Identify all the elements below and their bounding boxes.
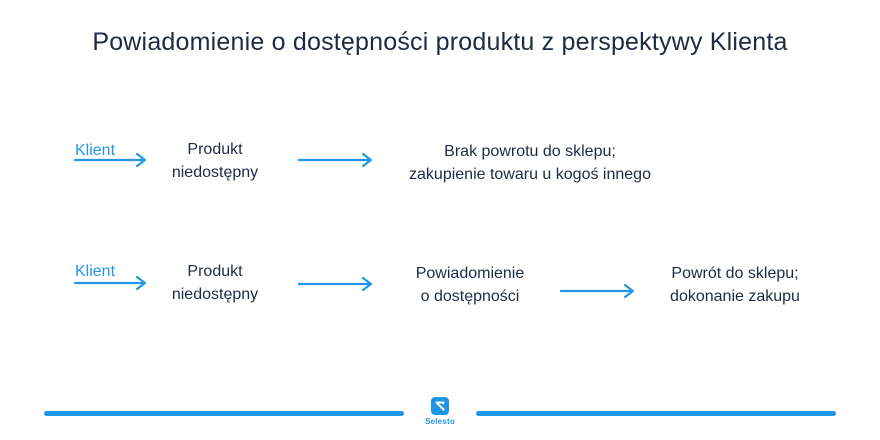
selesto-logo-icon <box>431 397 449 415</box>
flow1-arrow-client <box>74 152 148 168</box>
flow2-step2-line1: Powiadomienie <box>415 265 525 282</box>
flow1-step-product-unavailable <box>160 138 270 184</box>
flow1-arrow-outcome <box>298 152 374 168</box>
flow2-outcome-line2: dokonanie zakupu <box>670 288 800 305</box>
flow1-outcome-line1: Brak powrotu do sklepu; <box>444 143 616 160</box>
footer-bar-right <box>476 411 836 416</box>
flow2-arrow-outcome <box>560 283 636 299</box>
flow2-step1-line2: niedostępny <box>171 286 259 303</box>
flow1-step1-line1: Produkt <box>187 141 243 158</box>
flow1-step1-line2: niedostępny <box>171 164 259 181</box>
flow1-client-label: Klient <box>75 142 116 159</box>
flow2-step-product-unavailable <box>160 260 270 306</box>
flow2-client-label: Klient <box>75 263 116 280</box>
flow2-outcome <box>650 262 820 308</box>
diagram-title: Powiadomienie o dostępności produktu z perspektywy Klienta <box>92 28 788 56</box>
selesto-logo <box>419 397 461 426</box>
flow2-step-notification <box>400 262 540 308</box>
flow2-arrow-notification <box>298 276 374 292</box>
footer-bar-left <box>44 411 404 416</box>
flow1-outcome <box>390 140 670 186</box>
selesto-brand-text: Selesto <box>425 417 455 426</box>
flow2-step2-line2: o dostępności <box>420 288 520 305</box>
flow2-step1-line1: Produkt <box>187 263 243 280</box>
flow2-arrow-client <box>74 275 148 291</box>
flow1-outcome-line2: zakupienie towaru u kogoś innego <box>409 166 651 183</box>
flow2-outcome-line1: Powrót do sklepu; <box>671 265 799 282</box>
